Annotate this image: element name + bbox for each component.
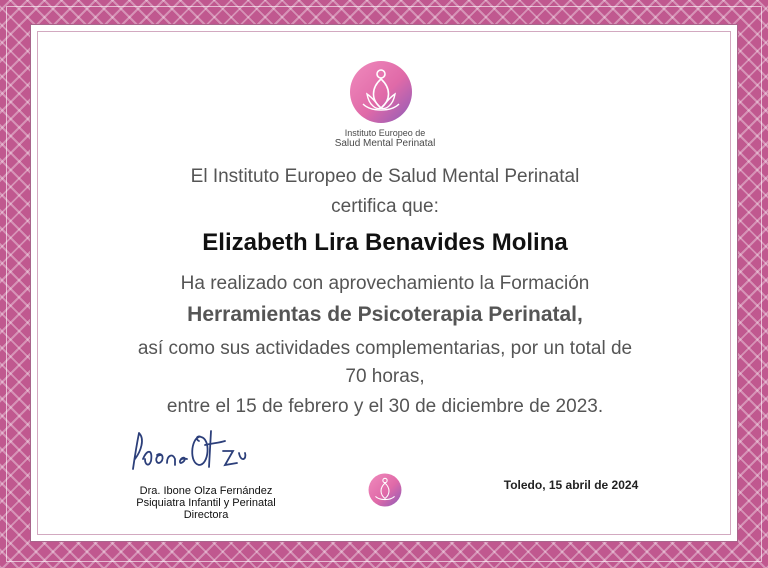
signatory-title: Directora	[183, 509, 229, 521]
logo-caption-line2: Salud Mental Perinatal	[334, 138, 436, 149]
achievement-line: Ha realizado con aprovechamiento la Formación	[180, 273, 590, 294]
logo-caption-line1: Instituto Europeo de	[344, 128, 426, 138]
activities-line: así como sus actividades complementarias, por un total de	[137, 338, 633, 359]
lotus-figure-logo-icon	[349, 60, 413, 124]
certifies-line: certifica que:	[331, 196, 439, 217]
hours-line: 70 horas,	[345, 366, 425, 387]
signatory-role: Psiquiatra Infantil y Perinatal	[136, 497, 276, 509]
signatory-name: Dra. Ibone Olza Fernández	[139, 485, 273, 497]
lotus-figure-small-logo-icon	[368, 473, 402, 507]
recipient-name: Elizabeth Lira Benavides Molina	[202, 229, 568, 256]
dates-line: entre el 15 de febrero y el 30 de diciembre de 2023.	[166, 396, 604, 417]
course-title: Herramientas de Psicoterapia Perinatal,	[187, 303, 583, 326]
handwritten-signature-icon	[129, 419, 249, 477]
signatory-block	[91, 485, 321, 521]
certificate-body	[30, 24, 738, 542]
issue-date: Toledo, 15 abril de 2024	[503, 478, 639, 492]
issuer-line: El Instituto Europeo de Salud Mental Perinatal	[190, 166, 580, 187]
